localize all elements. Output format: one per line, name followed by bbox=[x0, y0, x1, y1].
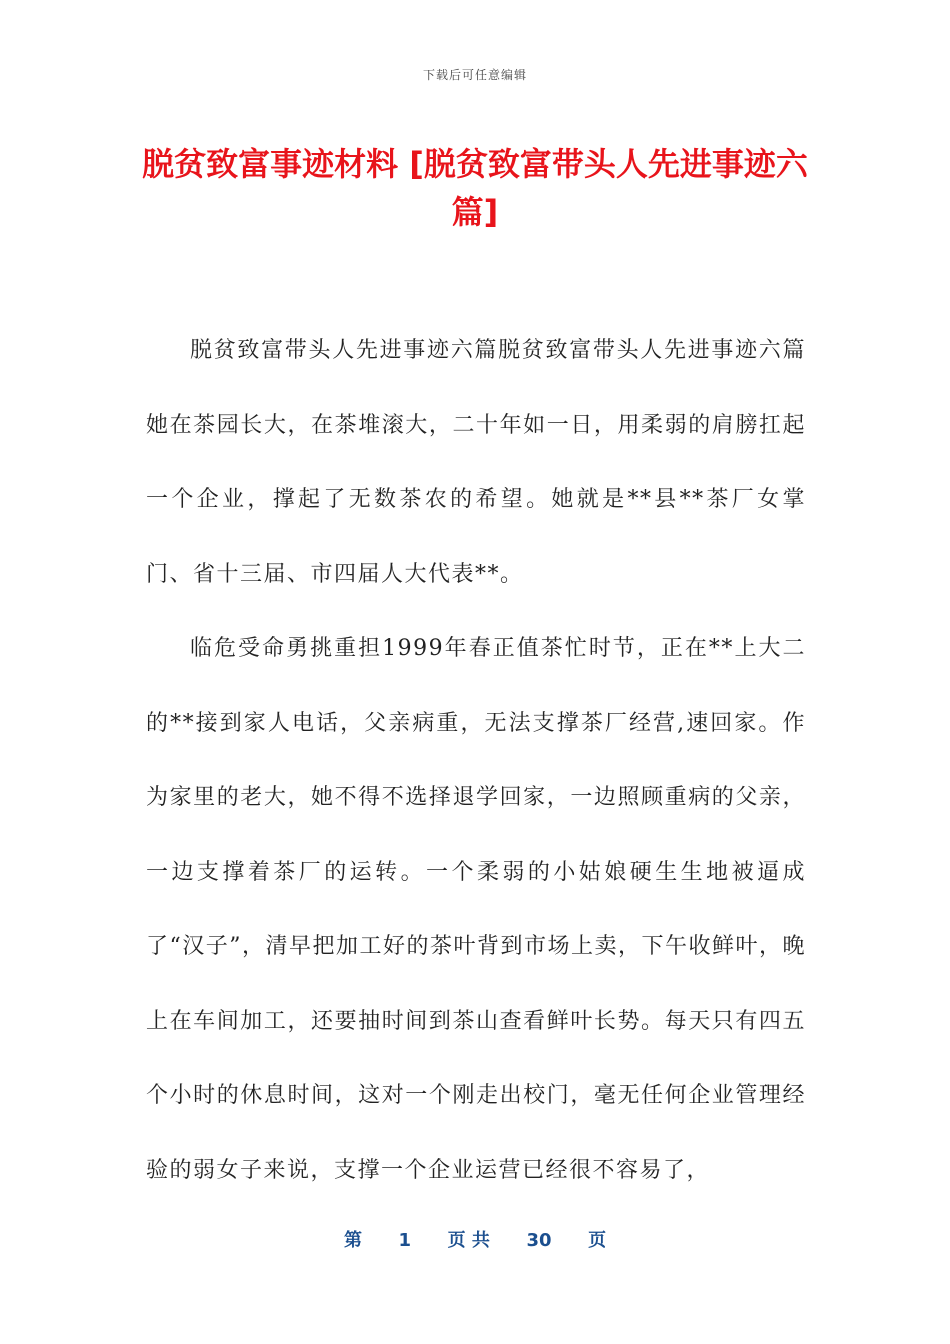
footer-total-pages: 30 bbox=[526, 1230, 552, 1251]
document-title: 脱贫致富事迹材料 [脱贫致富带头人先进事迹六篇] bbox=[142, 145, 808, 231]
document-body bbox=[146, 314, 806, 1208]
paragraph-1: 脱贫致富带头人先进事迹六篇脱贫致富带头人先进事迹六篇她在茶园长大，在茶堆滚大，二十年如一日，用柔弱的肩膀扛起一个企业，撑起了无数茶农的希望。她就是**县**茶厂女掌门、省十三届、市四届人大代表**。 bbox=[146, 338, 806, 587]
footer-prefix: 第 bbox=[343, 1230, 362, 1251]
footer-suffix: 页 bbox=[588, 1230, 607, 1251]
footer-middle: 页 共 bbox=[447, 1230, 490, 1251]
page-footer bbox=[0, 1226, 950, 1252]
header-note: 下载后可任意编辑 bbox=[422, 68, 527, 82]
footer-current-page: 1 bbox=[398, 1230, 412, 1251]
paragraph-2: 临危受命勇挑重担1999年春正值茶忙时节，正在**上大二的**接到家人电话，父亲病重，无法支撑茶厂经营,速回家。作为家里的老大，她不得不选择退学回家，一边照顾重病的父亲，一边支撑着茶厂的运转。一个柔弱的小姑娘硬生生地被逼成了“汉子”，清早把加工好的茶叶背到市场上卖，下午收鲜叶，晚上在车间加工，还要抽时间到茶山查看鲜叶长势。每天只有四五个小时的休息时间，这对一个刚走出校门，毫无任何企业管理经验的弱女子来说，支撑一个企业运营已经很不容易了， bbox=[146, 636, 806, 1183]
